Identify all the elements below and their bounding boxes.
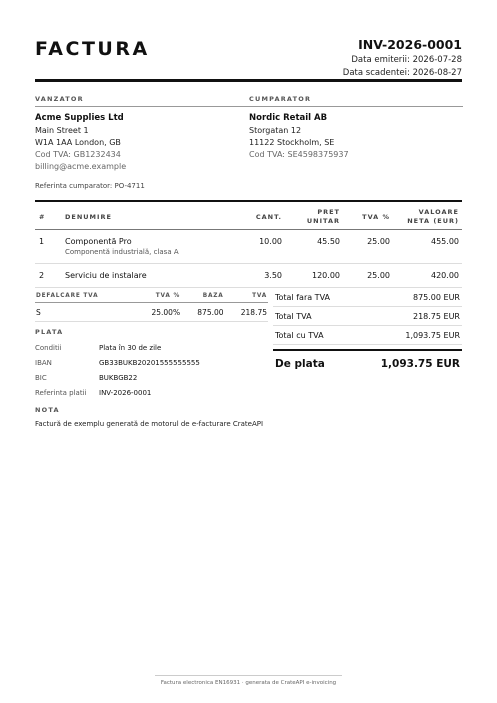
seller-block [35,95,249,173]
total-gross-label: Total cu TVA [275,331,324,340]
item-net-value: 420.00 [392,264,462,288]
col-header-description: DENUMIRE [63,201,236,230]
buyer-block [249,95,463,161]
col-header-unit-price: PRET UNITAR [284,201,342,230]
item-vat-rate: 25.00 [342,264,392,288]
vat-col-header-amount: TVA [225,291,268,303]
buyer-address-line-1: Storgatan 12 [249,126,302,135]
seller-email: billing@acme.example [35,162,127,171]
header-divider [35,79,462,82]
item-unit-price: 45.50 [284,230,342,264]
note-text: Factură de exemplu generată de motorul de e-facturare CrateAPI [35,420,264,428]
payment-key: Conditii [35,344,62,352]
payment-row [35,359,249,374]
payment-value: BUKBGB22 [99,374,138,382]
issue-date: Data emiterii: 2026-07-28 [351,55,462,65]
buyer-label: CUMPARATOR [249,95,463,107]
payment-label: PLATA [35,328,64,336]
document-title: FACTURA [35,38,150,60]
vat-base: 875.00 [181,303,224,322]
amount-due-value: 1,093.75 EUR [380,358,460,370]
vat-col-header-base: BAZA [181,291,224,303]
seller-address-line-1: Main Street 1 [35,126,89,135]
col-header-vat-rate: TVA % [342,201,392,230]
payment-block [35,328,249,404]
table-row [35,303,268,322]
payment-row [35,344,249,359]
total-net-row [273,288,462,307]
payment-key: BIC [35,374,47,382]
payment-row [35,389,249,404]
total-net-value: 875.00 EUR [412,293,460,302]
vat-rate: 25.00% [134,303,181,322]
payment-value: GB33BUKB20201555555555 [99,359,200,367]
due-date: Data scadentei: 2026-08-27 [342,68,462,78]
total-vat-value: 218.75 EUR [412,312,460,321]
seller-address-line-2: W1A 1AA London, GB [35,138,121,147]
amount-due-row [273,349,462,370]
total-vat-label: Total TVA [275,312,312,321]
vat-col-header-rate: TVA % [134,291,181,303]
item-description: Serviciu de instalare [63,264,236,288]
seller-label: VANZATOR [35,95,249,107]
buyer-reference: Referinta cumparator: PO-4711 [35,182,145,190]
item-vat-rate: 25.00 [342,230,392,264]
payment-value: INV-2026-0001 [99,389,152,397]
item-description: Componentă Pro [65,237,132,246]
item-quantity: 3.50 [236,264,284,288]
total-gross-row [273,326,462,345]
payment-key: Referinta platii [35,389,87,397]
col-header-quantity: CANT. [236,201,284,230]
col-header-index: # [35,201,63,230]
note-label: NOTA [35,406,60,414]
total-vat-row [273,307,462,326]
payment-key: IBAN [35,359,52,367]
line-items-table [35,200,462,288]
col-header-net-value: VALOARE NETA (EUR) [392,201,462,230]
vat-amount: 218.75 [225,303,268,322]
table-row [35,264,462,288]
vat-breakdown-table [35,291,268,322]
buyer-name: Nordic Retail AB [249,113,328,123]
footer-divider [155,675,342,676]
item-unit-price: 120.00 [284,264,342,288]
vat-category: S [35,303,134,322]
line-items-header-row [35,201,462,230]
total-net-label: Total fara TVA [275,293,330,302]
table-row [35,230,462,264]
buyer-address-line-2: 11122 Stockholm, SE [249,138,335,147]
seller-name: Acme Supplies Ltd [35,113,124,123]
vat-breakdown-header-row [35,291,268,303]
payment-row [35,374,249,389]
amount-due-label: De plata [275,358,325,370]
seller-vat-id: Cod TVA: GB1232434 [35,150,121,159]
invoice-number: INV-2026-0001 [358,37,462,52]
item-index: 1 [35,230,63,264]
item-quantity: 10.00 [236,230,284,264]
buyer-vat-id: Cod TVA: SE4598375937 [249,150,349,159]
item-index: 2 [35,264,63,288]
total-gross-value: 1,093.75 EUR [405,331,460,340]
payment-value: Plata în 30 de zile [99,344,162,352]
vat-col-header-category: DEFALCARE TVA [35,291,134,303]
footer-text: Factura electronica EN16931 · generata de CrateAPI e-invoicing [160,680,337,686]
totals-block [273,288,462,370]
item-subdescription: Componentă industrială, clasa A [65,248,179,256]
item-net-value: 455.00 [392,230,462,264]
item-description-cell [63,230,236,264]
note-block [35,406,462,428]
